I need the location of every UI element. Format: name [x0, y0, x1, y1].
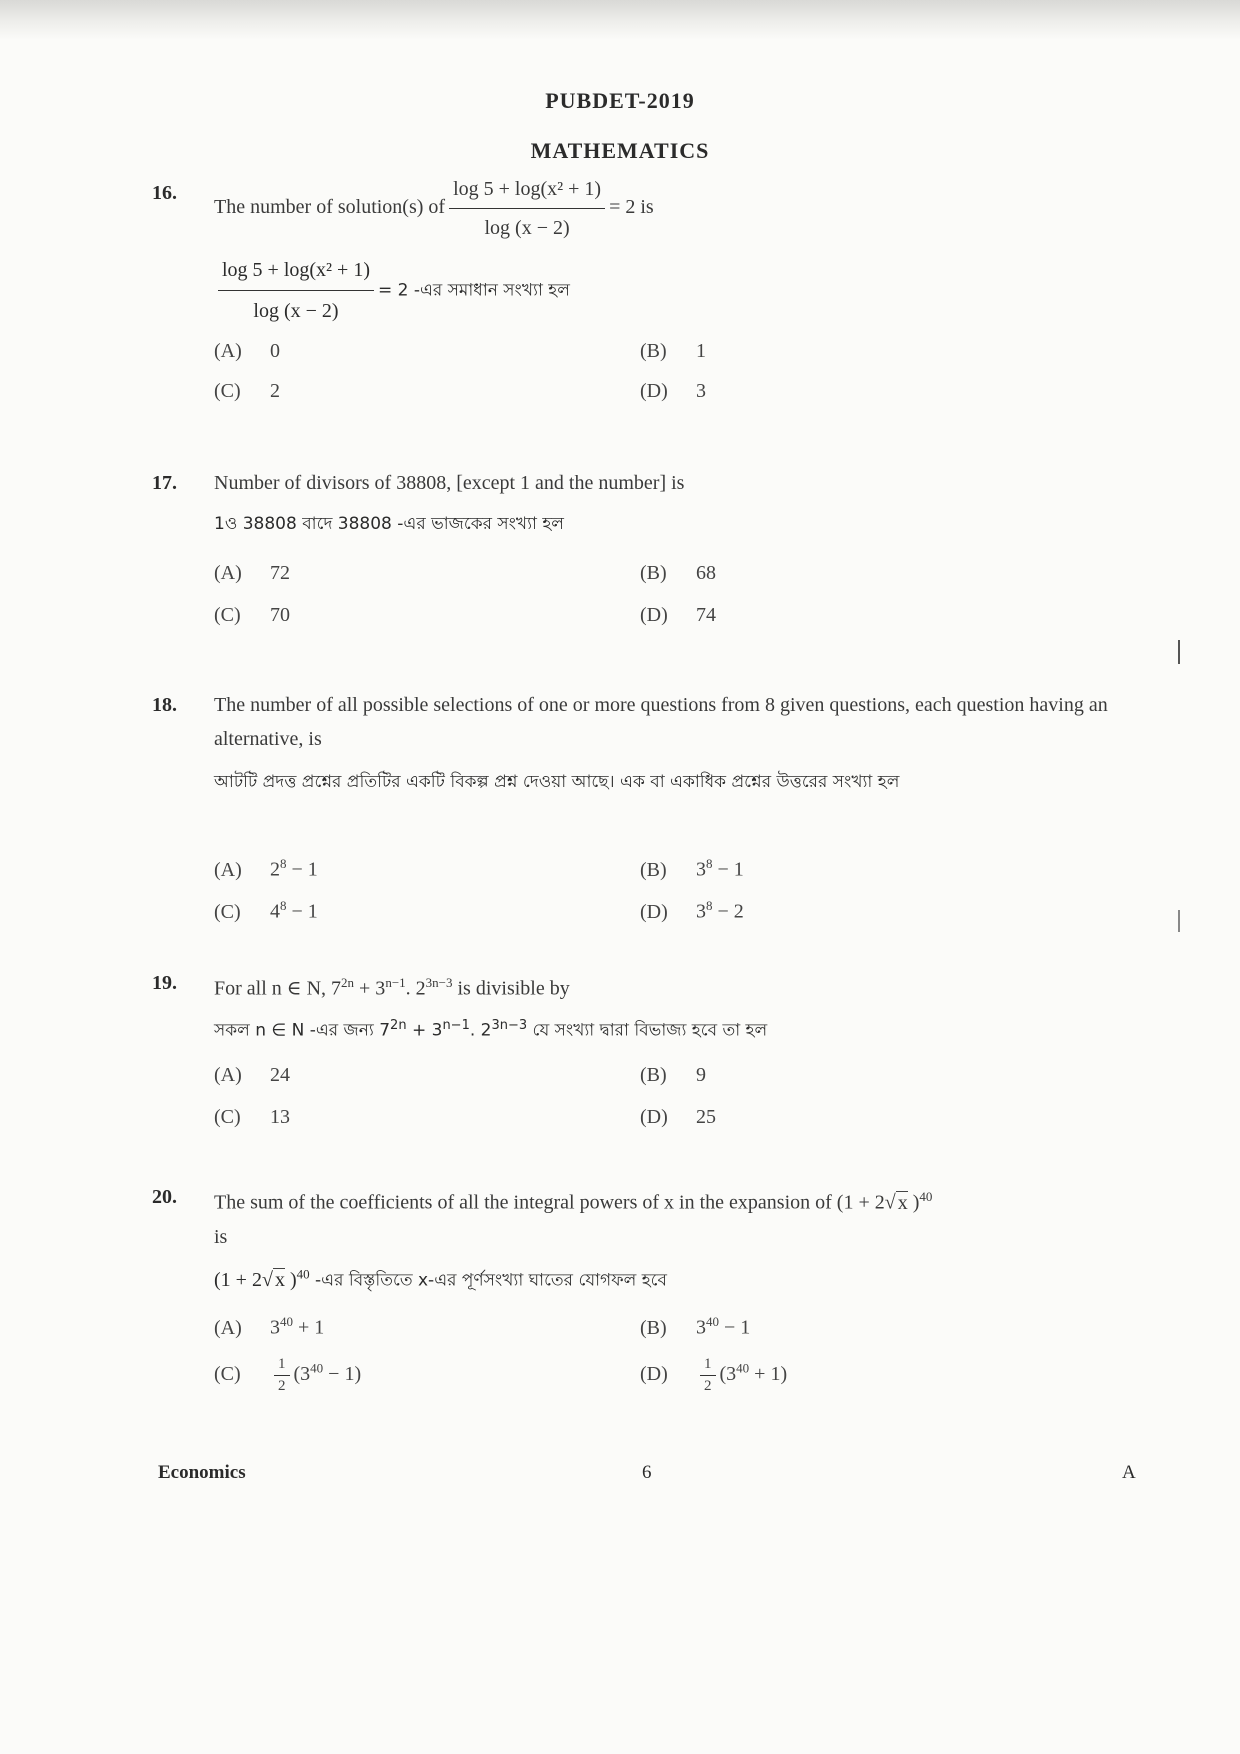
question-number: 20.	[152, 1186, 177, 1208]
option-b[interactable]: (B) 9	[640, 1064, 706, 1086]
question-number: 19.	[152, 972, 177, 994]
fraction-numerator: log 5 + log(x² + 1)	[218, 252, 374, 291]
option-b[interactable]: (B) $3^8 - 1$	[640, 856, 744, 881]
option-b[interactable]: (B) 68	[640, 562, 716, 584]
option-c[interactable]: (C) 70	[214, 604, 290, 626]
option-d[interactable]: (D) 74	[640, 604, 716, 626]
fraction-denominator: log (x − 2)	[253, 300, 339, 322]
option-d[interactable]: (D) 3	[640, 380, 706, 402]
option-c[interactable]: (C) 2	[214, 380, 280, 402]
question-text-en: Number of divisors of 38808, [except 1 and the number] is	[214, 472, 685, 494]
sqrt-symbol: √	[884, 1191, 896, 1214]
option-b[interactable]: (B) $3^{40} - 1$	[640, 1314, 751, 1339]
question-text-bn: আটটি প্রদত্ত প্রশ্নের প্রতিটির একটি বিকল্প প্রশ্ন দেওয়া আছে। এক বা একাধিক প্রশ্নের উত্তরের সংখ্যা হল	[214, 772, 900, 792]
subject-title: MATHEMATICS	[530, 138, 710, 163]
option-b[interactable]: (B) 1	[640, 340, 706, 362]
question-text-en: The sum of the coefficients of all the integral powers of x in the expansion of (1 + 2√ x )$^{40}$ is	[214, 1189, 933, 1248]
footer-paper: Economics	[158, 1462, 246, 1483]
option-d[interactable]: (D) 25	[640, 1106, 716, 1128]
question-20	[152, 1180, 1142, 1420]
option-d[interactable]: (D) $3^8 - 2$	[640, 898, 744, 923]
option-a[interactable]: (A) 0	[214, 340, 280, 362]
question-text-suffix-bn: = 2 -এর সমাধান সংখ্যা হল	[378, 280, 570, 301]
option-a[interactable]: (A) 24	[214, 1064, 290, 1086]
question-text-en: For all n ∈ N, $7^{2n} + 3^{n-1}$. $2^{3n-3}$ is divisible by	[214, 975, 570, 1000]
sqrt-symbol: √	[261, 1268, 273, 1291]
fraction-denominator: log (x − 2)	[484, 217, 570, 239]
question-text-suffix: = 2 is	[609, 196, 654, 219]
question-text-prefix: The number of solution(s) of	[214, 196, 446, 219]
question-text-bn	[214, 252, 1144, 329]
fraction-numerator: log 5 + log(x² + 1)	[449, 172, 605, 209]
question-16	[152, 178, 1142, 408]
scan-artifact	[1178, 640, 1180, 664]
question-number: 17.	[152, 472, 177, 494]
page-number: 6	[642, 1462, 652, 1483]
option-c[interactable]: (C) 13	[214, 1106, 290, 1128]
question-number: 18.	[152, 694, 177, 716]
question-18	[152, 688, 1142, 938]
question-text-en	[214, 172, 1134, 245]
question-text-bn: সকল n ∈ N -এর জন্য $7^{2n} + 3^{n-1}$. $2^{3n-3}$ যে সংখ্যা দ্বারা বিভাজ্য হবে তা হল	[214, 1018, 768, 1041]
option-a[interactable]: (A) $2^8 - 1$	[214, 856, 318, 881]
question-text-bn: 1ও 38808 বাদে 38808 -এর ভাজকের সংখ্যা হল	[214, 514, 564, 534]
option-c[interactable]: (C) $\frac{1}{2}$ $(3^{40} - 1)$	[214, 1356, 362, 1394]
question-19	[152, 966, 1142, 1146]
question-text-en: The number of all possible selections of one or more questions from 8 given questions, each question having an alternative, is	[214, 694, 1108, 750]
log-fraction-bn	[218, 252, 374, 329]
question-number: 16.	[152, 182, 177, 204]
log-fraction	[449, 172, 605, 245]
question-17	[152, 466, 1142, 636]
question-text-bn: (1 + 2√ x )$^{40}$ -এর বিস্তৃতিতে x-এর পূর্ণসংখ্যা ঘাতের যোগফল হবে	[214, 1266, 667, 1291]
scan-artifact	[1178, 910, 1180, 932]
option-a[interactable]: (A) $3^{40} + 1$	[214, 1314, 325, 1339]
option-d[interactable]: (D) $\frac{1}{2}$ $(3^{40} + 1)$	[640, 1356, 788, 1394]
option-c[interactable]: (C) $4^8 - 1$	[214, 898, 318, 923]
option-a[interactable]: (A) 72	[214, 562, 290, 584]
scan-edge-shadow	[0, 0, 1240, 40]
exam-title: PUBDET-2019	[545, 88, 695, 113]
booklet-set: A	[1122, 1462, 1136, 1483]
